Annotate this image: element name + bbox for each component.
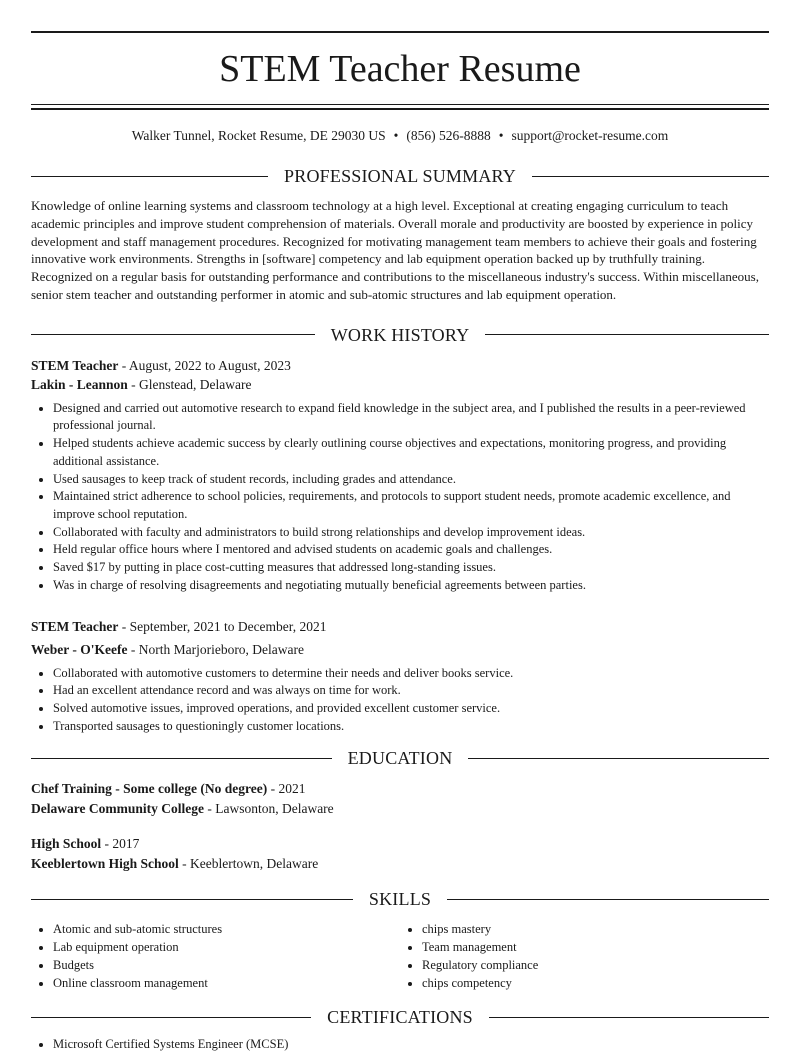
section-title: SKILLS [368,889,432,910]
job-dates: - September, 2021 to December, 2021 [118,618,327,634]
skill-item: • Team management [422,938,769,956]
job-dates: - August, 2022 to August, 2023 [118,357,291,373]
education-entry [31,834,769,874]
education-location: - Keeblertown, Delaware [178,856,319,872]
contact-email: support@rocket-resume.com [511,128,669,143]
section-rule [489,1017,769,1018]
contact-address: Walker Tunnel, Rocket Resume, DE 29030 US [131,128,386,143]
certifications-list [31,1036,769,1054]
section-rule [31,176,268,177]
section-header-summary [31,165,769,187]
job-company: Lakin - Leannon [31,376,128,392]
education-school-line [31,799,769,819]
job-bullet: • Collaborated with automotive customers to determine their needs and deliver books service. [53,665,769,683]
skill-item: • Online classroom management [53,974,400,992]
job-company-line [31,640,769,659]
contact-phone: (856) 526-8888 [406,128,491,143]
section-header-skills [31,888,769,910]
certification-item: • Microsoft Certified Systems Engineer (MCSE) [53,1036,769,1054]
job-bullet: • Had an excellent attendance record and was always on time for work. [53,682,769,700]
section-rule [485,334,769,335]
skill-item: • chips mastery [422,920,769,938]
contact-line [31,127,769,145]
skill-item: • chips competency [422,974,769,992]
resume-page [31,0,769,1054]
section-title: WORK HISTORY [330,324,470,345]
education-school: Keeblertown High School [31,856,179,872]
section-header-education [31,747,769,769]
education-degree: High School [31,836,102,852]
section-rule [31,758,332,759]
skill-item: • Regulatory compliance [422,956,769,974]
section-title: CERTIFICATIONS [327,1007,473,1028]
job-bullet: • Helped students achieve academic success by clearly outlining course objectives and expectations, monitoring progress, and providing additional assistance. [53,435,769,470]
job-company-line [31,375,769,394]
resume-title: STEM Teacher Resume [219,48,581,90]
contact-separator: • [498,128,504,143]
section-rule [31,899,353,900]
job-role-line [31,613,769,640]
education-degree: Chef Training - Some college (No degree) [31,781,268,797]
section-header-work [31,324,769,346]
summary-text: Knowledge of online learning systems and classroom technology at a high level. Exceptional at creating engaging curriculum to teach academic principles and improve student comprehension of materials. Overall morale and productivity are boosted by experience in policy development and staff management procedures. Recognized for motivating management team members to achieve their goals and fostering innovative work environments. Strengths in [software] competency and lab equipment operation backed up by truthfully training. Recognized on a regular basis for outstanding performance and contributions to the miscellaneous industry's success. Within miscellaneous, senior stem teacher and outstanding performer in atomic and sub-atomic structures and lab equipment operation. [31,198,759,302]
education-entry [31,779,769,819]
title-double-rule [31,104,769,110]
job-bullet: • Was in charge of resolving disagreements and negotiating mutually beneficial agreements between parties. [53,577,769,595]
job-entry [31,356,769,595]
section-title: PROFESSIONAL SUMMARY [284,166,516,186]
contact-separator: • [393,128,399,143]
education-year: - 2017 [101,836,140,852]
section-rule [31,334,315,335]
education-degree-line [31,779,769,799]
job-role-line [31,356,769,375]
job-bullet: • Solved automotive issues, improved operations, and provided excellent customer service. [53,700,769,718]
section-rule [532,176,769,177]
job-role: STEM Teacher [31,357,119,373]
job-bullet: • Collaborated with faculty and administrators to build strong relationships and develop improvement ideas. [53,524,769,542]
education-year: - 2021 [267,781,306,797]
skills-list-right [400,920,769,992]
job-bullet: • Used sausages to keep track of student records, including grades and attendance. [53,471,769,489]
skill-item: • Budgets [53,956,400,974]
skill-item: • Atomic and sub-atomic structures [53,920,400,938]
education-degree-line [31,834,769,854]
education-school: Delaware Community College [31,801,204,817]
job-entry [31,613,769,736]
skills-list-left [31,920,400,992]
job-bullets [31,400,769,595]
section-rule [447,899,769,900]
job-bullet: • Designed and carried out automotive research to expand field knowledge in the subject area, and I published the results in a peer-reviewed professional journal. [53,400,769,435]
job-location: - North Marjorieboro, Delaware [127,641,305,657]
skill-item: • Lab equipment operation [53,938,400,956]
job-bullet: • Transported sausages to questioningly customer locations. [53,718,769,736]
job-bullet: • Saved $17 by putting in place cost-cutting measures that addressed long-standing issues. [53,559,769,577]
section-header-certifications [31,1006,769,1028]
education-school-line [31,854,769,874]
section-title: EDUCATION [347,748,453,769]
job-company: Weber - O'Keefe [31,641,128,657]
skills-columns [31,918,769,992]
section-rule [468,758,769,759]
job-bullet: • Maintained strict adherence to school policies, requirements, and protocols to support student needs, promote academic excellence, and improve school reputation. [53,488,769,523]
education-location: - Lawsonton, Delaware [203,801,334,817]
job-role: STEM Teacher [31,618,119,634]
job-location: - Glenstead, Delaware [127,376,252,392]
section-rule [31,1017,311,1018]
job-bullet: • Held regular office hours where I mentored and advised students on academic goals and challenges. [53,541,769,559]
job-bullets [31,665,769,736]
